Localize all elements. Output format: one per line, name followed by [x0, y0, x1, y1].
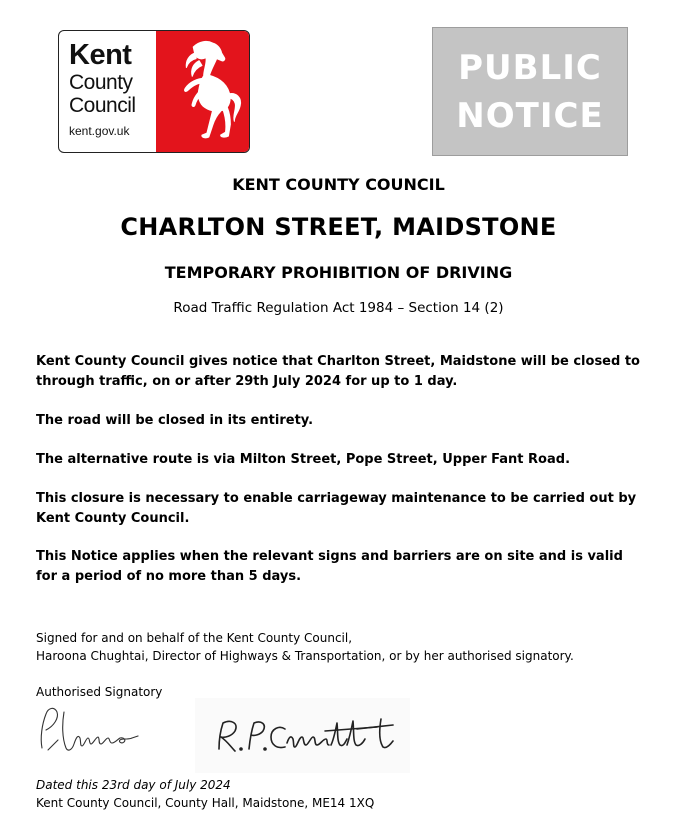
paragraph-alternative-route: The alternative route is via Milton Street, Pope Street, Upper Fant Road.	[36, 452, 571, 467]
kent-county-council-logo	[58, 30, 250, 153]
dated-line: Dated this 23rd day of July 2024	[36, 778, 231, 792]
logo-line-council: Council	[69, 94, 136, 117]
paragraph-extent: The road will be closed in its entirety.	[36, 413, 314, 428]
notice-title: CHARLTON STREET, MAIDSTONE	[120, 213, 557, 241]
council-address: Kent County Council, County Hall, Maidstone, ME14 1XQ	[36, 796, 375, 810]
paragraph-validity: This Notice applies when the relevant signs and barriers are on site and is valid for a period of no more than 5 days.	[36, 549, 623, 584]
signed-on-behalf-line: Signed for and on behalf of the Kent County Council,	[36, 631, 353, 645]
authorised-signatory-label: Authorised Signatory	[36, 685, 163, 699]
paragraph-reason: This closure is necessary to enable carriageway maintenance to be carried out by Kent County Council.	[36, 491, 637, 526]
invicta-horse-icon	[156, 31, 249, 152]
signature-emmett	[205, 705, 405, 767]
paragraph-closure: Kent County Council gives notice that Charlton Street, Maidstone will be closed to through traffic, on or after 29th July 2024 for up to 1 day.	[36, 354, 640, 389]
logo-wordmark	[59, 31, 156, 152]
badge-line-public: PUBLIC	[458, 47, 602, 88]
logo-line-county: County	[69, 71, 133, 94]
logo-line-kent: Kent	[69, 39, 132, 71]
signatory-name-line: Haroona Chughtai, Director of Highways & Transportation, or by her authorised signatory.	[36, 649, 574, 663]
legislation-reference: Road Traffic Regulation Act 1984 – Section 14 (2)	[173, 300, 504, 316]
signature-palmer	[34, 700, 149, 762]
organisation-heading: KENT COUNTY COUNCIL	[232, 175, 445, 194]
badge-line-notice: NOTICE	[456, 95, 604, 136]
logo-url: kent.gov.uk	[69, 124, 130, 138]
public-notice-badge	[432, 27, 628, 156]
notice-subtitle: TEMPORARY PROHIBITION OF DRIVING	[164, 263, 513, 282]
